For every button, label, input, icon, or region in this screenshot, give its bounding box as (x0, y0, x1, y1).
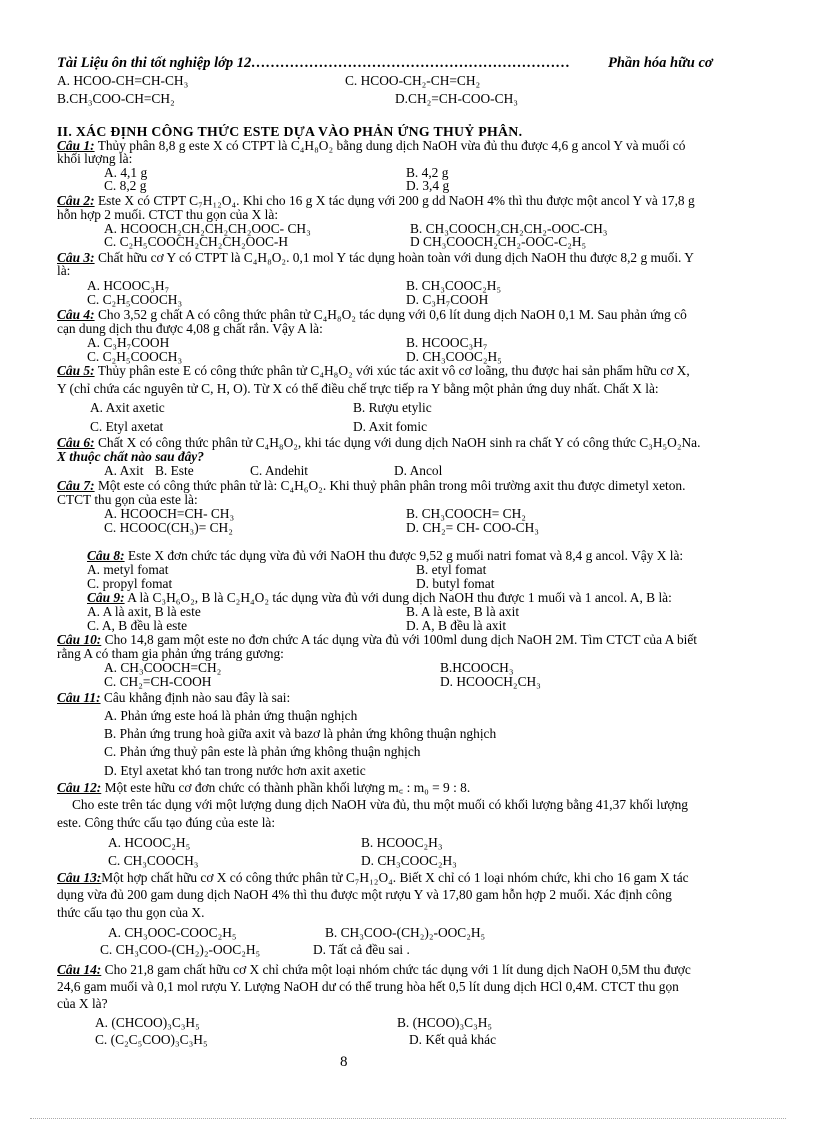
answer-option: B. Phản ứng trung hoà giữa axit và bazơ là phản ứng không thuận nghịch (104, 726, 497, 741)
question-label: Câu 7: (57, 478, 95, 493)
question-5 (57, 363, 690, 378)
answer-option: A. Phản ứng este hoá là phản ứng thuận nghịch (104, 708, 358, 723)
question-label: Câu 9: (87, 590, 125, 605)
answer-option: C. A, B đều là este (87, 618, 188, 633)
question-text: Y (chỉ chứa các nguyên tử C, H, O). Từ X có thể điều chế trực tiếp ra Y bằng một phản ứng duy nhất. Chất X là: (57, 381, 659, 396)
question-text: rằng A có tham gia phản ứng tráng gương: (57, 646, 284, 661)
answer-option: B. CH₃COOCH= CH₂ (406, 506, 526, 521)
answer-option: B. HCOOC₃H₇ (406, 335, 488, 350)
answer-option: C. CH₃COOCH₃ (108, 853, 199, 868)
question-text: Chất hữu cơ Y có CTPT là C₄H₈O₂. 0,1 mol Y tác dụng hoàn toàn với dung dịch NaOH thu được 8,2 g muối. Y (97, 250, 694, 265)
question-4 (57, 307, 687, 322)
answer-option: C. Andehit (250, 463, 309, 478)
answer-option: C. HCOOC(CH₃)= CH₂ (104, 520, 233, 535)
question-9 (87, 590, 672, 605)
answer-option: C. (C₂C₅COO)₃C₃H₅ (95, 1032, 208, 1047)
answer-option: C. Phản ứng thuỷ pân este là phản ứng không thuận nghịch (104, 744, 421, 759)
question-text: Cho este trên tác dụng với một lượng dung dịch NaOH vừa đủ, thu một muối có khối lượng bằng 41,37 khối lượng (72, 797, 688, 812)
question-text: Một este hữu cơ đơn chức có thành phần khối lượng m꜀ : m₀ = 9 : 8. (104, 780, 471, 795)
answer-option: C. C₂H₅COOCH₂CH₂CH₂OOC-H (104, 234, 289, 249)
header-title: Tài Liệu ôn thi tốt nghiệp lớp 12………………………………………………………… (57, 55, 571, 71)
question-3 (57, 250, 694, 265)
question-label: Câu 6: (57, 435, 95, 450)
answer-option: B. Este (155, 463, 194, 478)
question-label: Câu 4: (57, 307, 95, 322)
question-text: Cho 21,8 gam chất hữu cơ X chỉ chứa một loại nhóm chức tác dụng với 1 lít dung dịch NaOH 0,5M thu được (104, 962, 691, 977)
question-11 (57, 690, 290, 705)
answer-option: A. CH₃COOCH=CH₂ (104, 660, 222, 675)
page-number: 8 (340, 1054, 348, 1070)
option-c: C. HCOO-CH₂-CH=CH₂ (345, 73, 481, 88)
question-12 (57, 780, 470, 795)
question-10 (57, 632, 697, 647)
answer-option: D. 3,4 g (406, 178, 450, 193)
answer-option: D. Etyl axetat khó tan trong nước hơn axit axetic (104, 763, 366, 778)
answer-option: C. CH₃COO-(CH₂)₂-OOC₂H₅ (100, 942, 261, 957)
answer-option: A. Axit axetic (90, 400, 165, 415)
question-text: CTCT thu gọn của este là: (57, 492, 198, 507)
answer-option: D. Kết quả khác (409, 1032, 497, 1047)
answer-option: A. Axit (104, 463, 144, 478)
question-label: Câu 11: (57, 690, 101, 705)
option-d: D.CH₂=CH-COO-CH₃ (395, 91, 518, 106)
question-13 (57, 870, 689, 885)
question-text: là: (57, 263, 71, 278)
question-6 (57, 435, 700, 450)
question-text: este. Công thức cấu tạo đúng của este là: (57, 815, 276, 830)
answer-option: A. 4,1 g (104, 165, 148, 180)
question-8 (87, 548, 683, 563)
option-b: B.CH₃COO-CH=CH₂ (57, 91, 175, 106)
answer-option: A. HCOOC₃H₇ (87, 278, 170, 293)
answer-option: A. HCOOC₂H₅ (108, 835, 191, 850)
answer-option: B. CH₃COOC₂H₅ (406, 278, 502, 293)
question-14 (57, 962, 691, 977)
question-label: Câu 2: (57, 193, 95, 208)
question-text: Một hợp chất hữu cơ X có công thức phân tử C₇H₁₂O₄. Biết X chỉ có 1 loại nhóm chức, khi cho 16 gam X tác (101, 870, 689, 885)
question-label: Câu 13: (57, 870, 102, 885)
answer-option: A. A là axit, B là este (87, 604, 201, 619)
question-text: X thuộc chất nào sau đây? (57, 449, 204, 464)
answer-option: B. etyl fomat (416, 562, 487, 577)
answer-option: B. (HCOO)₃C₃H₅ (397, 1015, 493, 1030)
answer-option: C. 8,2 g (104, 178, 147, 193)
question-1 (57, 138, 685, 153)
answer-option: D. HCOOCH₂CH₃ (440, 674, 541, 689)
answer-option: A. HCOOCH₂CH₂CH₂CH₂OOC- CH₃ (104, 221, 311, 236)
header-subject: Phần hóa hữu cơ (608, 55, 713, 71)
question-label: Câu 1: (57, 138, 95, 153)
question-label: Câu 14: (57, 962, 102, 977)
answer-option: C. propyl fomat (87, 576, 173, 591)
option-a: A. HCOO-CH=CH-CH₃ (57, 73, 189, 88)
answer-option: C. Etyl axetat (90, 419, 164, 434)
question-text: khối lượng là: (57, 151, 133, 166)
answer-option: B. CH₃COO-(CH₂)₂-OOC₂H₅ (325, 925, 486, 940)
answer-option: B. A là este, B là axit (406, 604, 520, 619)
answer-option: A. CH₃OOC-COOC₂H₅ (108, 925, 237, 940)
answer-option: B. Rượu etylic (353, 400, 432, 415)
question-text: Thủy phân 8,8 g este X có CTPT là C₄H₈O₂ bằng dung dịch NaOH vừa đủ thu được 4,6 g ancol Y và muối có (97, 138, 686, 153)
question-text: A là C₃H₆O₂, B là C₂H₄O₂ tác dụng vừa đủ với dung dịch NaOH thu được 1 muối và 1 ancol. A, B là: (127, 590, 672, 605)
question-label: Câu 8: (87, 548, 125, 563)
section-title: II. XÁC ĐỊNH CÔNG THỨC ESTE DỰA VÀO PHẢN ỨNG THUỶ PHÂN. (57, 124, 523, 139)
question-text: dụng vừa đủ 200 gam dung dịch NaOH 4% thì thu được một rượu Y và 17,80 gam hỗn hợp 2 muối. Xác định công (57, 887, 672, 902)
answer-option: D. C₃H₇COOH (406, 292, 489, 307)
question-label: Câu 3: (57, 250, 95, 265)
answer-option: D. Tất cả đều sai . (313, 942, 410, 957)
answer-option: A. metyl fomat (87, 562, 169, 577)
question-label: Câu 12: (57, 780, 102, 795)
question-label: Câu 5: (57, 363, 95, 378)
question-text: của X là? (57, 996, 108, 1011)
answer-option: B. HCOOC₂H₃ (361, 835, 443, 850)
question-text: Câu khẳng định nào sau đây là sai: (103, 690, 291, 705)
answer-option: C. CH₂=CH-COOH (104, 674, 212, 689)
answer-option: D. A, B đều là axit (406, 618, 507, 633)
answer-option: A. HCOOCH=CH- CH₃ (104, 506, 235, 521)
question-text: cạn dung dịch thu được 4,08 g chất rắn. Vậy A là: (57, 321, 323, 336)
answer-option: D. Axit fomic (353, 419, 428, 434)
question-text: Cho 3,52 g chất A có công thức phân tử C₄H₈O₂ tác dụng với 0,6 lít dung dịch NaOH 0,1 M. Sau phản ứng cô (97, 307, 687, 322)
answer-option: A. C₃H₇COOH (87, 335, 170, 350)
answer-option: A. (CHCOO)₃C₃H₅ (95, 1015, 200, 1030)
question-text: Este X đơn chức tác dụng vừa đủ với NaOH thu được 9,52 g muối natri fomat và 8,4 g ancol. Vậy X là: (127, 548, 684, 563)
page-bottom-border (30, 1118, 786, 1119)
question-text: Chất X có công thức phân tử C₄H₈O₂, khi tác dụng với dung dịch NaOH sinh ra chất Y có công thức C₃H₅O₂Na. (97, 435, 701, 450)
answer-option: D CH₃COOCH₂CH₂-OOC-C₂H₅ (410, 234, 587, 249)
question-text: Một este có công thức phân tử là: C₄H₆O₂. Khi thuỷ phân phân trong môi trường axit thu được dimetyl xeton. (97, 478, 686, 493)
answer-option: B. 4,2 g (406, 165, 449, 180)
question-text: hỗn hợp 2 muối. CTCT thu gọn của X là: (57, 207, 279, 222)
answer-option: C. C₂H₅COOCH₃ (87, 349, 183, 364)
question-text: thức cấu tạo thu gọn của X. (57, 905, 205, 920)
answer-option: D. Ancol (394, 463, 443, 478)
answer-option: B. CH₃COOCH₂CH₂CH₂-OOC-CH₃ (410, 221, 608, 236)
answer-option: D. CH₃COOC₂H₃ (361, 853, 457, 868)
question-2 (57, 193, 695, 208)
question-text: Cho 14,8 gam một este no đơn chức A tác dụng vừa đủ với 100ml dung dịch NaOH 2M. Tìm CTCT của A biết (104, 632, 698, 647)
question-text: Thủy phân este E có công thức phân tử C₄H₈O₂ với xúc tác axit vô cơ loãng, thu được hai sản phẩm hữu cơ X, (97, 363, 690, 378)
answer-option: C. C₂H₅COOCH₃ (87, 292, 183, 307)
question-label: Câu 10: (57, 632, 102, 647)
answer-option: D. CH₃COOC₂H₅ (406, 349, 502, 364)
question-text: 24,6 gam muối và 0,1 mol rượu Y. Lượng NaOH dư có thể trung hòa hết 0,5 lít dung dịch HCl 0,4M. CTCT thu gọn (57, 979, 679, 994)
answer-option: D. CH₂= CH- COO-CH₃ (406, 520, 539, 535)
answer-option: B.HCOOCH₃ (440, 660, 514, 675)
question-text: Este X có CTPT C₇H₁₂O₄. Khi cho 16 g X tác dụng với 200 g dd NaOH 4% thì thu được một ancol Y và 17,8 g (97, 193, 695, 208)
answer-option: D. butyl fomat (416, 576, 495, 591)
question-7 (57, 478, 685, 493)
